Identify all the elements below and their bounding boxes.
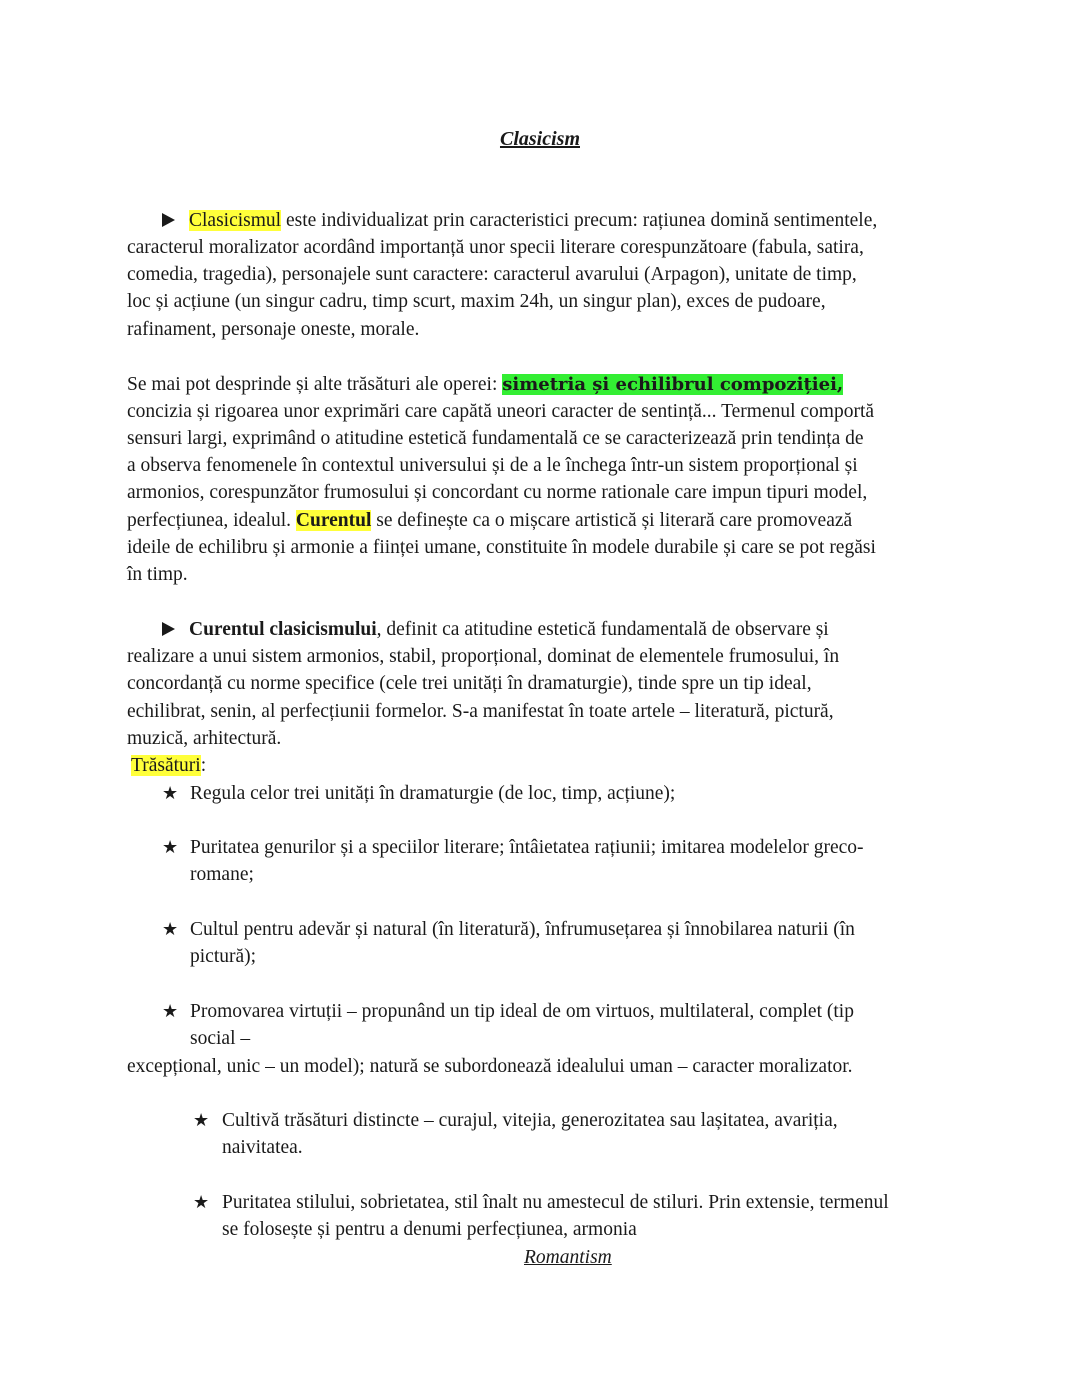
trait-3-line1: Cultul pentru adevăr și natural (în literatură), înfrumusețarea și înnobilarea naturii (în [190,919,855,940]
highlight-simetria: simetria și echilibrul compoziției, [502,374,844,395]
highlight-curentul: Curentul [295,510,372,531]
para3-line4: echilibrat, senin, al perfecțiunii formelor. S-a manifestat în toate artele – literatură, pictură, [127,701,834,722]
subtrait-1-line1: Cultivă trăsături distincte – curajul, vitejia, generozitatea sau lașitatea, avariția, [222,1110,838,1131]
traits-label: Trăsături: [131,755,207,776]
subtrait-1-line2: naivitatea. [222,1137,303,1158]
subtrait-2-line1: Puritatea stilului, sobrietatea, stil înalt nu amestecul de stiluri. Prin extensie, termenul [222,1192,889,1213]
trait-2-line2: romane; [190,864,254,885]
para3-line5: muzică, arhitectură. [127,728,282,749]
highlight-clasicismul: Clasicismul [189,210,282,231]
trait-4-line1: Promovarea virtuții – propunând un tip ideal de om virtuos, multilateral, complet (tip [190,1001,854,1022]
para1-line4: loc și acțiune (un singur cadru, timp scurt, maxim 24h, un singur plan), exces de pudoare, [127,291,826,312]
star-bullet-icon: ★ [193,1192,210,1212]
para3-line2: realizare a unui sistem armonios, stabil, proporțional, dominat de elementele frumosului, în [127,646,840,667]
para2-line1: Se mai pot desprinde și alte trăsături ale operei: simetria și echilibrul compoziției, [127,374,844,395]
trait-4-line2: social – [190,1028,251,1049]
para1-line5: rafinament, personaje oneste, morale. [127,319,420,340]
trait-2-line1: Puritatea genurilor și a speciilor literare; întâietatea rațiunii; imitarea modelelor greco- [190,837,864,858]
para2-line3: sensuri largi, exprimând o atitudine estetică fundamentală ce se caracterizează prin tendința de [127,428,864,449]
page-title: Clasicism [499,128,580,150]
para2-line7: ideile de echilibru și armonie a ființei umane, constituite în modele durabile și care se pot regăsi [127,537,876,558]
trait-3-line2: pictură); [190,946,257,967]
subtrait-2-line2: se folosește și pentru a denumi perfecțiunea, armonia [222,1219,637,1240]
para1-line2: caracterul moralizator acordând importanță unor specii literare corespunzătoare (fabula, satira, [127,237,864,258]
star-bullet-icon: ★ [162,837,179,857]
star-bullet-icon: ★ [193,1110,210,1130]
para3-line3: concordanță cu norme specifice (cele trei unități în dramaturgie), tinde spre un tip ideal, [127,673,812,694]
next-section-title: Romantism [524,1247,612,1268]
para2-line6: perfecțiunea, idealul. Curentul se definește ca o mișcare artistică și literară care promovează [127,510,853,531]
para2-line4: a observa fenomenele în contextul universului și de a le închega într-un sistem proporțional și [127,455,858,476]
star-bullet-icon: ★ [162,783,179,803]
star-bullet-icon: ★ [162,1001,179,1021]
para2-line8: în timp. [127,564,188,585]
para2-line5: armonios, corespunzător frumosului și concordant cu norme rationale care impun tipuri model, [127,482,868,503]
para3-line1: Curentul clasicismului, definit ca atitudine estetică fundamentală de observare și [189,619,829,640]
para1-line1: Clasicismul este individualizat prin caracteristici precum: rațiunea domină sentimentele, [189,210,878,231]
star-bullet-icon: ★ [162,919,179,939]
arrow-bullet-icon [162,213,175,227]
para1-line3: comedia, tragedia), personajele sunt caractere: caracterul avarului (Arpagon), unitate de timp, [127,264,857,285]
trait-1-line1: Regula celor trei unități în dramaturgie (de loc, timp, acțiune); [190,783,676,804]
para2-line2: concizia și rigoarea unor exprimări care capătă uneori caracter de sentință... Termenul comportă [127,401,875,422]
arrow-bullet-icon [162,622,175,636]
trait-4-line3: excepțional, unic – un model); natură se subordonează idealului uman – caracter moralizator. [127,1056,853,1077]
